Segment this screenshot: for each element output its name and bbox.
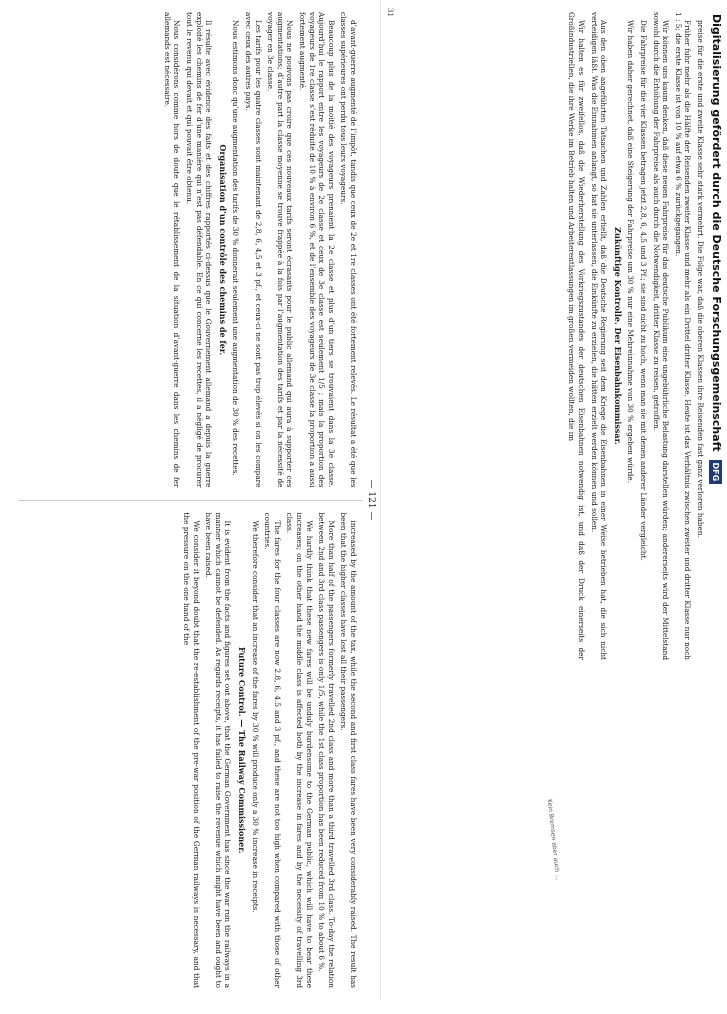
english-column	[0, 501, 380, 1001]
dfg-funding-band	[706, 0, 727, 1000]
english-para-7: We consider it beyond doubt that the re-establishment of the pre-war position of the German railways is necessary, and that the pressure on the one hand of the	[182, 512, 201, 988]
english-para-6: It is evident from the facts and figures set out above, that the German Government has since the war run the railways in a manner which cannot be defended. As regards receipts, it has failed to raise the revenue which might have been and ought to have been raised.	[204, 512, 233, 988]
english-para-2: More than half of the passengers formerly travelled 2nd class and more than a third travelled 3rd class. To-day the relation between 2nd and 3rd class passengers is only 1/5, while the 1st class proportion has been reduced from 10 % to about 6 %.	[317, 512, 336, 988]
french-para-3: Nous ne pouvons pas croire que ces nouveaux tarifs seront écrasants pour le public allemand qui aura à supporter ces augmentations; d’autre part la classe moyenne se trouve frappée à la fois par l’augmentation des tarifs et par la nécessité de voyager en 3e classe.	[266, 12, 295, 488]
french-section-heading: Organisation d’un contrôle des chemins de fer.	[217, 144, 228, 356]
french-para-4: Les tarifs pour les quatre classes sont maintenant de 2,8, 6, 4,5 et 3 pf., et ceux-ci ne sont pas trop élevés si on les compare avec ceux des autres pays.	[244, 12, 263, 488]
french-para-7: Nous considérons comme hors de doute que le rétablissement de la situation d’avant-guerre dans les chemins de fer allemands est nécessaire.	[162, 12, 182, 488]
french-para-5: Nous estimons donc qu’une augmentation des tarifs de 30 % donnerait seulement une augmentation de 30 % des recettes.	[231, 20, 241, 476]
german-para-4: Die Fahrpreise für die vier Klassen betragen jetzt 2,8, 6, 4,5 und 3 Pf.; sie sind nicht zu hoch, wenn man sie mit denen anderer Länder vergleicht.	[639, 20, 649, 561]
french-para-1: d’avant-guerre augmenté de l’impôt, tandis que ceux de 2e et 1re classes ont été fortement relevés. Le résultat a été que les classes supérieures ont perdu tous leurs voyageurs.	[339, 12, 358, 488]
english-para-3: We hardly think that these new fares will be unduly burdensome to the German public, which will have to bear these increases; on the other hand the middle class is affected both by the increase in fares and by the necessity of travelling 3rd class.	[285, 512, 314, 988]
german-para-6: Aus den oben angeführten Tatsachen und Zahlen erhellt, daß die Deutsche Regierung seit dem Kriege die Eisenbahnen in einer Weise betrieben hat, die sich nicht verteidigen läßt. Was die Einnahmen anlangt, so hat sie unterlassen, die Einkünfte zu erzielen, die hätten erzielt werden können und sollen.	[589, 12, 609, 660]
german-para-1: preise für die erste und zweite Klasse sehr stark vermehrt. Die Folge war, daß die oberen Klassen ihre Reisenden fast ganz verloren haben.	[696, 20, 705, 538]
english-para-4: The fares for the four classes are now 2.8, 6, 4.5 and 3 pf., and these are not too high when compared with those of other countries.	[263, 512, 282, 988]
french-column	[0, 0, 380, 500]
lower-page-rotated	[380, 0, 727, 1000]
german-section-heading: Zukünftige Kontrolle. Der Eisenbahnkommissar.	[612, 227, 623, 445]
small-page-number: 31	[386, 8, 394, 17]
dfg-logo: DFG	[710, 460, 723, 485]
upper-folio: — 121 —	[366, 479, 376, 521]
french-para-6: Il résulte avec évidence des faits et des chiffres rapportés ci-dessus que le Gouvernement allemand a depuis la guerre exploité les chemins de fer d’une manière qui n’est pas défendable. En ce qui concerne les recettes, il a négligé de procurer tout le revenu qui devait et qui pouvait être obtenu.	[185, 12, 214, 488]
french-para-2: Beaucoup plus de la moitié des voyageurs prenaient la 2e classe et plus d’un tiers se trouvaient dans la 3e classe. Aujourd’hui le rapport entre les voyageurs de 2e classe et ceux de 3e classe est seulement 1/5 ; mais la proportion des voyageurs de 1re classe s’est réduite de 10 % à environ 6 %, et de l’ensemble des voyageurs de 3e classe la proportion a aussi fortement augmenté.	[298, 12, 336, 488]
english-para-1: increased by the amount of the tax, while the second and first class fares have been very considerably raised. The result has been that the higher classes have lost all their passengers.	[339, 512, 358, 988]
english-section-heading: Future Control. — The Railway Commissioner.	[237, 646, 248, 854]
lower-page-pane	[380, 0, 727, 1000]
lower-page	[380, 0, 727, 1000]
german-para-2: Früher fuhr mehr als die Hälfte der Reisenden zweiter Klasse und mehr als ein Drittel dritter Klasse. Heute ist das Verhältnis zwischen zweiter und dritter Klasse nur noch 1 : 5; die erste Klasse ist von 10 % auf etwa 6 % zurückgegangen.	[673, 12, 693, 660]
german-para-3: Wir können uns kaum denken, daß diese neuen Fahrpreise für das deutsche Publikum eine ungebührliche Belastung darstellen würden; andererseits wird der Mittelstand sowohl durch die Erhöhung der Fahrpreise als auch durch die Notwendigkeit, dritter Klasse zu reisen, getroffen.	[651, 12, 671, 660]
german-para-5: Wir haben daher gerechnet, daß eine Steigerung der Fahrpreise um 30 % nur eine Mehreinnahme von 30 % ergeben würde.	[626, 20, 636, 483]
english-para-5: We therefore consider that an increase of the fares by 30 % will produce only a 30 % increase in receipts.	[250, 520, 260, 913]
dfg-funding-text: Digitalisierung gefördert durch die Deutsche Forschungsgemeinschaft	[710, 14, 723, 452]
german-para-7: Wir halten es für zweifellos, daß die Wiederherstellung des Vorkriegszustandes der deutschen Eisenbahnen notwendig ist, und daß der Druck einerseits der Großindustriellen, die ihre Werke im Betrieb halten und Arbeiterentlassungen im großen vermeiden wollten, die im	[567, 12, 587, 660]
dfg-band-text-wrap	[706, 0, 727, 1014]
handwritten-margin-note: Kein Bremsen aber auch …	[545, 798, 562, 881]
